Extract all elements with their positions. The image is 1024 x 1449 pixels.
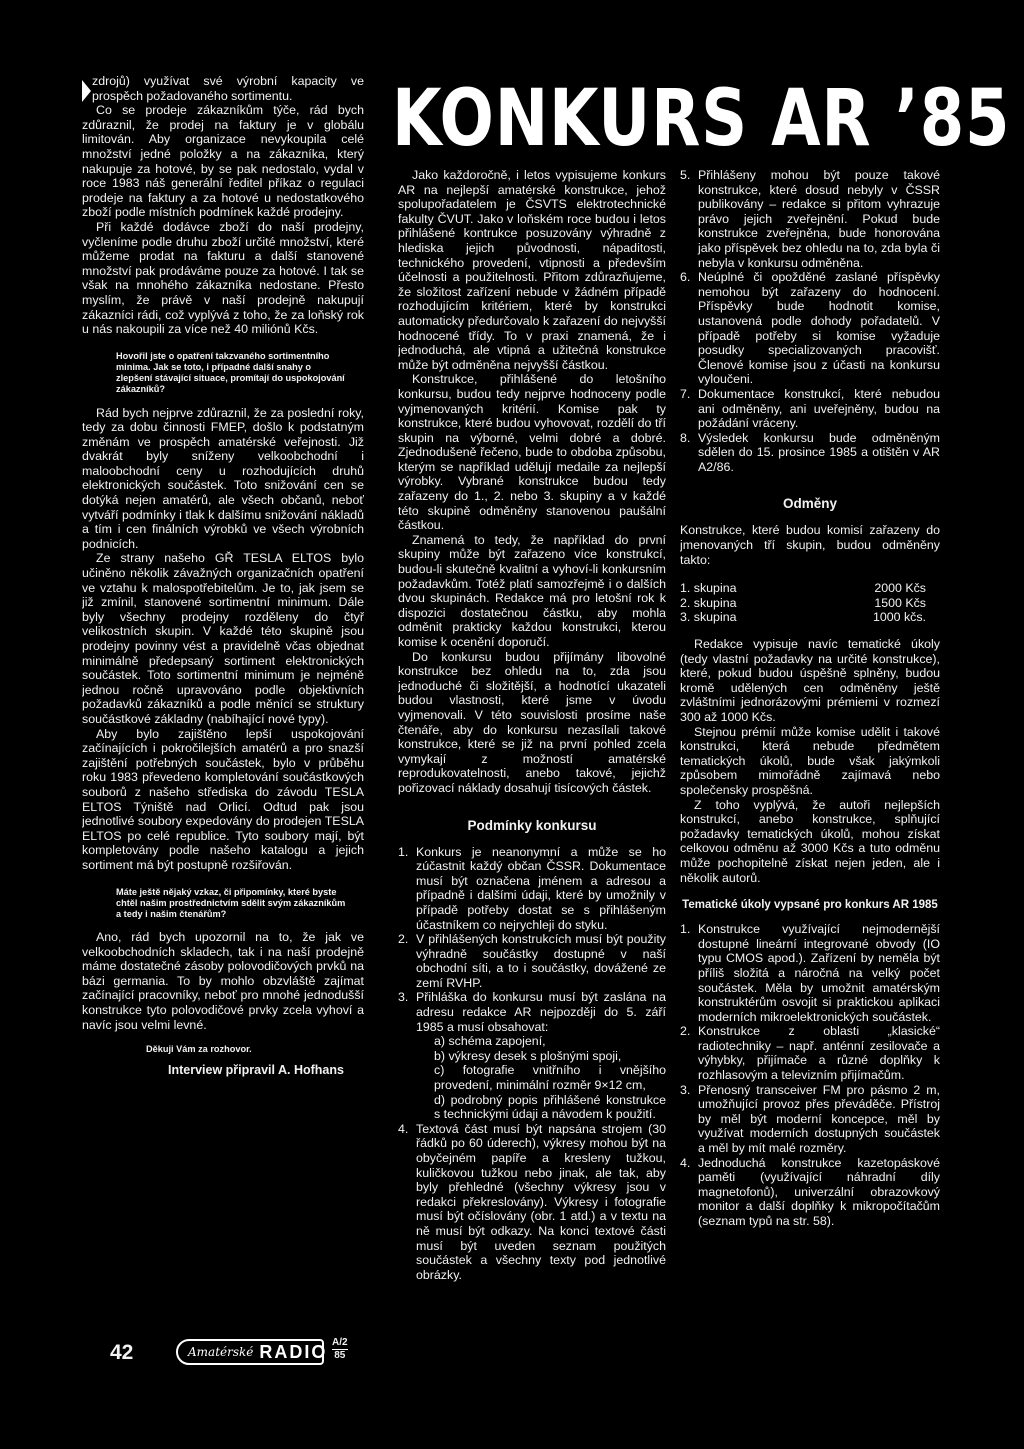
- condition-number: 5.: [680, 168, 691, 182]
- prize-amount: 1500 Kčs: [874, 595, 926, 610]
- interview-question: Hovořil jste o opatření takzvaného sortimentního minima. Jak se toto, i případné další snahy o zlepšení stávající situace, promítají do uspokojování zákazníků?: [116, 350, 345, 395]
- task-item: [680, 1156, 940, 1229]
- contest-intro-paragraph: Do konkursu budou přijímány libovolné konstrukce bez ohledu na to, zda jsou jednoduché či složitější, a hodnotící ukazateli budou vlastnosti, které jsme v úvodu vyjmenovali. V této souvislosti prosíme naše čtenáře, aby do konkursu nezasílali takové konstrukce, které se již na první pohled zcela vymykají z možností amatérské reprodukovatelnosti, anebo takové, jejichž pořizovací náklady dosahují tisícových částek.: [398, 649, 666, 795]
- task-number: 3.: [680, 1082, 691, 1097]
- condition-text: Textová část musí být napsána strojem (30 řádků po 60 úderech), výkresy mohou být na obyčejném papíře a kresleny tužkou, kuličkovou tužkou nebo jinak, ale tak, aby byly přehledné (všechny výkresy jsou v redakci překreslovány). Výkresy i fotografie musí být očíslovány (obr. 1 atd.) a v textu na ně musí být odkazy. Na konci textové části musí být uveden seznam použitých součástek a všechny texty pod jednotlivé obrázky.: [416, 1121, 666, 1282]
- interview-answer: Aby bylo zajištěno lepší uspokojování začínajících i pokročilejších amatérů a pro snazší zajištění potřebných součástek, bylo v průběhu roku 1983 převedeno kompletování součástkových souborů z našeho střediska do závodu TESLA ELTOS Týniště nad Orlicí. Odtud pak jsou jednotlivé soubory expedovány do prodejen TESLA ELTOS po celé republice. Tyto soubory mají, být kompletovány podle našeho katalogu a jejich sortiment má být postupně rozšiřován.: [82, 726, 364, 872]
- interview-column: [82, 74, 364, 1344]
- interview-paragraph: zdrojů) využívat své výrobní kapacity ve prospěch požadovaného sortimentu.: [92, 74, 364, 103]
- condition-text: Neúplné či opožděné zaslané příspěvky nemohou být zařazeny do hodnocení. Příspěvky bude hodnotit komise, ustanovená podle dohody pořadatelů. V případě potřeby si komise vyžaduje posudky specializovaných pracovišť. Členové komise jsou z účasti na konkursu vyloučeni.: [698, 270, 940, 387]
- condition-text: Přihlášeny mohou být pouze takové konstrukce, které dosud nebyly v ČSSR publikovány – redakce si přitom vyhrazuje právo jejich zveřejnění. Pokud bude konstrukce zveřejněna, bude honorována jako příspěvek bez ohledu na to, zda byla či nebyla v konkursu odměněna.: [698, 168, 940, 270]
- page-number: 42: [110, 1341, 134, 1364]
- condition-number: 4.: [398, 1121, 409, 1136]
- condition-text: Konkurs je neanonymní a může se ho zúčastnit každý občan ČSSR. Dokumentace musí být označena jménem a adresou a případně i dalšími údaji, které by umožnily v případě potřeby dostat se s přihlášeným účastníkem co nejrychleji do styku.: [416, 844, 666, 932]
- condition-text: Přihláška do konkursu musí být zaslána na adresu redakce AR nejpozději do 5. září 1985 a musí obsahovat:: [416, 990, 666, 1034]
- condition-text: Výsledek konkursu bude odměněným sdělen do 15. prosince 1985 a otištěn v AR A2/86.: [698, 430, 940, 474]
- conditions-list-continued: [680, 168, 940, 474]
- condition-number: 8.: [680, 430, 691, 445]
- task-item: [680, 1024, 940, 1082]
- condition-item: [680, 431, 940, 475]
- condition-number: 6.: [680, 270, 691, 285]
- prize-group: 2. skupina: [680, 595, 737, 610]
- condition-item: [680, 270, 940, 387]
- condition-subitem: b) výkresy desek s plošnými spoji,: [434, 1048, 622, 1063]
- condition-sublist: [416, 1034, 666, 1122]
- condition-item: [398, 1122, 666, 1283]
- contest-column-right: [680, 168, 940, 1368]
- tasks-heading: Tematické úkoly vypsané pro konkurs AR 1985: [682, 899, 938, 912]
- prize-group: 1. skupina: [680, 581, 737, 596]
- interview-question: Máte ještě nějaký vzkaz, či připomínky, které byste chtěl našim prostřednictvím sdělit svým zákazníkům a tedy i našim čtenářům?: [116, 886, 346, 919]
- task-text: Konstrukce využívající nejmodernější dostupné lineární integrované obvody (IO typu CMOS apod.). Zařízení by neměla být příliš složitá a náročná na velký počet součástek. Měla by umožnit amatérským konstruktérům osvojit si praktickou aplikaci moderních mikroelektronických součástek.: [698, 922, 940, 1024]
- condition-subitem: c) fotografie vnitřního i vnějšího provedení, minimální rozměr 9×12 cm,: [434, 1063, 666, 1093]
- logo-radio-text: RADIO: [259, 1341, 328, 1362]
- task-number: 1.: [680, 922, 691, 937]
- contest-intro-paragraph: Konstrukce, přihlášené do letošního konkursu, budou tedy nejprve hodnoceny podle vyjmenovaných kritérií. Komise pak ty konstrukce, které budou vyhovovat, rozdělí do tří skupin na výborné, velmi dobré a dobré. Zjednodušeně řečeno, bude to obdoba způsobu, kterým se například udělují medaile za nejlepší výrobky. Vybrané konstrukce budou tedy zařazeny do 1., 2. nebo 3. skupiny a v každé této skupině odměněny stanovenou paušální částkou.: [398, 372, 666, 533]
- condition-item: [398, 932, 666, 990]
- condition-number: 3.: [398, 990, 409, 1005]
- tasks-list: [680, 922, 940, 1228]
- rewards-paragraph: Stejnou prémií může komise udělit i takové konstrukci, která nebude předmětem tematických úkolů, bude však jakýmkoli způsobem mimořádně zajímavá nebo společensky prospěšná.: [680, 724, 940, 797]
- contest-intro-paragraph: Jako každoročně, i letos vypisujeme konkurs AR na nejlepší amatérské konstrukce, jehož spolupořadatelem je ČSVTS elektrotechnické fakulty ČVUT. Jako v loňském roce budou i letos přihlášené kontrukce posuzovány výhradně z hlediska jejich původnosti, nápaditosti, technického provedení, vtipnosti a především účelnosti a použitelnosti. Přitom zdůrazňujeme, že složitost zařízení nebude v žádném případě rozhodujícím kritériem, které by konstrukci automaticky předurčovalo k zařazení do nejvyšší hodnocené třídy. To v praxi znamená, že i jednoduchá, ale vtipná a užitečná konstrukce může být odměněna nejvyšší částkou.: [398, 168, 666, 372]
- condition-item: [680, 387, 940, 431]
- prize-amount: 2000 Kčs: [874, 581, 926, 596]
- contest-column-middle: [398, 168, 666, 1368]
- prize-row: [680, 581, 940, 596]
- condition-item: [398, 845, 666, 933]
- conditions-heading: Podmínky konkursu: [467, 817, 597, 833]
- interview-paragraph: Co se prodeje zákazníkům týče, rád bych zdůraznil, že prodej na faktury je v globálu limitován. Aby organizace nevykoupila celé množství jedné položky a na zákazníka, který nakupuje za hotové, by se pak nedostalo, vydal v roce 1983 náš generální ředitel příkaz o regulaci prodeje na faktury a za hotové u nedostatkového zboží podle místních podmínek každé prodejny.: [82, 103, 364, 220]
- task-text: Jednoduchá konstrukce kazetopáskové paměti (využívající náhradní díly magnetofonů), univerzální obrazovkový monitor a další doplňky k mikropočítačům (seznam typů na str. 58).: [698, 1155, 940, 1228]
- page-title: KONKURS AR ’85: [392, 74, 1011, 164]
- logo-script-text: Amatérské: [188, 1345, 254, 1359]
- page-footer: [96, 1333, 386, 1369]
- conditions-list: [398, 845, 666, 1283]
- magazine-logo: [176, 1339, 328, 1365]
- issue-number: [332, 1337, 348, 1362]
- condition-subitem: d) podrobný popis přihlášené konstrukce s technickými údaji a návodem k použití.: [434, 1092, 666, 1122]
- rewards-intro: Konstrukce, které budou komisí zařazeny do jmenovaných tří skupin, budou odměněny takto:: [680, 523, 940, 567]
- interview-paragraph: Při každé dodávce zboží do naší prodejny, vyčleníme podle druhu zboží určité množství, které můžeme prodat na fakturu a další stanovené množství pak prodáváme pouze za hotové. I tak se však na mnohého zákazníka nedostane. Přesto myslím, že právě v naší prodejně nakupují zákazníci rádi, což vyplývá z toho, že za loňský rok u nás nakoupili za více než 40 miliónů Kčs.: [82, 219, 364, 337]
- task-number: 2.: [680, 1024, 691, 1039]
- task-item: [680, 922, 940, 1024]
- task-text: Konstrukce z oblasti „klasické“ radiotechniky – např. anténní zesilovače a výhybky, přijímače a různé doplňky k rozhlasovým a televizním přijímačům.: [698, 1024, 940, 1083]
- condition-number: 1.: [398, 844, 409, 859]
- condition-number: 7.: [680, 386, 691, 401]
- issue-bottom: 85: [332, 1349, 348, 1362]
- condition-text: V přihlášených konstrukcích musí být použity výhradně součástky dostupné v naší obchodní síti, a to i součástky, dovážené ze zemí RVHP.: [416, 932, 666, 990]
- condition-number: 2.: [398, 932, 409, 947]
- condition-item: [680, 168, 940, 270]
- interview-answer: Rád bych nejprve zdůraznil, že za poslední roky, tedy za dobu činnosti FMEP, došlo k podstatným změnám ve prospěch amatérské veřejnosti. Již dvakrát byly sníženy velkoobchodní i maloobchodní ceny u rozhodujících druhů elektronických součástek. Toto snižování cen se dotýká nejen amatérů, ale všech občanů, neboť vytváří podmínky i tlak k dalšímu snižování nákladů a tím i cen finálních výrobků ve všech výrobních podnicích.: [82, 405, 364, 551]
- prize-group: 3. skupina: [680, 610, 737, 625]
- condition-subitem: a) schéma zapojení,: [434, 1034, 546, 1049]
- task-text: Přenosný transceiver FM pro pásmo 2 m, umožňující provoz přes převáděče. Přístroj by měl být moderní koncepce, měl by využívat moderních dostupných součástek a měl by mít malé rozměry.: [698, 1082, 940, 1156]
- issue-top: A/2: [332, 1337, 348, 1348]
- rewards-heading: Odměny: [782, 496, 837, 512]
- task-number: 4.: [680, 1155, 691, 1170]
- rewards-paragraph: Z toho vyplývá, že autoři nejlepších konstrukcí, anebo konstrukce, splňující požadavky tematických úkolů, mohou získat celkovou odměnu až 3000 Kčs a tuto odměnu může pochopitelně získat nejen jeden, ale i několik autorů.: [680, 797, 940, 885]
- interview-author: Interview připravil A. Hofhans: [168, 1062, 344, 1077]
- prize-row: [680, 610, 940, 625]
- prize-row: [680, 596, 940, 611]
- prize-table: [680, 581, 940, 625]
- interview-answer: Ano, rád bych upozornil na to, že jak ve velkoobchodních skladech, tak i na naší prodejně máme dostatečné zásoby polovodičových prvků na bázi germania. To by mohlo obzvláště zajímat začínající pracovníky, neboť pro mnohé jednodušší konstrukce tyto polovodičové prvky zcela vyhoví a navíc jsou velmi levné.: [82, 930, 364, 1032]
- condition-text: Dokumentace konstrukcí, které nebudou ani odměněny, ani uveřejněny, budou na požádání vráceny.: [698, 386, 940, 431]
- interview-thanks: Děkuji Vám za rozhovor.: [146, 1044, 252, 1055]
- condition-item: [398, 990, 666, 1121]
- rewards-paragraph: Redakce vypisuje navíc tematické úkoly (tedy vlastní požadavky na určité konstrukce), které, pokud budou úspěšně splněny, budou kromě udělených cen odměněny ještě zvláštními jednorázovými prémiemi v rozmezí 300 až 1000 Kčs.: [680, 637, 940, 724]
- task-item: [680, 1083, 940, 1156]
- interview-answer: Ze strany našeho GŘ TESLA ELTOS bylo učiněno několik závažných organizačních opatření ve vztahu k malospotřebitelům. Je to, jak jsem se již zmínil, stanovené sortimentní minimum. Dále byly všechny prodejny rozděleny do čtyř velikostních skupin. V každé této skupině jsou prodejny povinny vést a pravidelně včas objednat minimálně předepsaný sortiment elektronických součástek. Toto sortimentní minimum je nejméně jednou ročně upravováno podle objektivních požadavků zákazníků a podle měnící se struktury součástkové základny (nabíhající nové typy).: [82, 551, 364, 726]
- prize-amount: 1000 kčs.: [872, 610, 926, 625]
- contest-intro-paragraph: Znamená to tedy, že například do první skupiny může být zařazeno více konstrukcí, budou-li skutečně kvalitní a vyhoví-li konkursním požadavkům. Totéž platí samozřejmě i o dalších dvou skupinách. Redakce má pro letošní rok k dispozici dostatečnou částku, aby mohla odměnit prakticky každou konstrukci, kterou komise k ocenění doporučí.: [398, 532, 666, 649]
